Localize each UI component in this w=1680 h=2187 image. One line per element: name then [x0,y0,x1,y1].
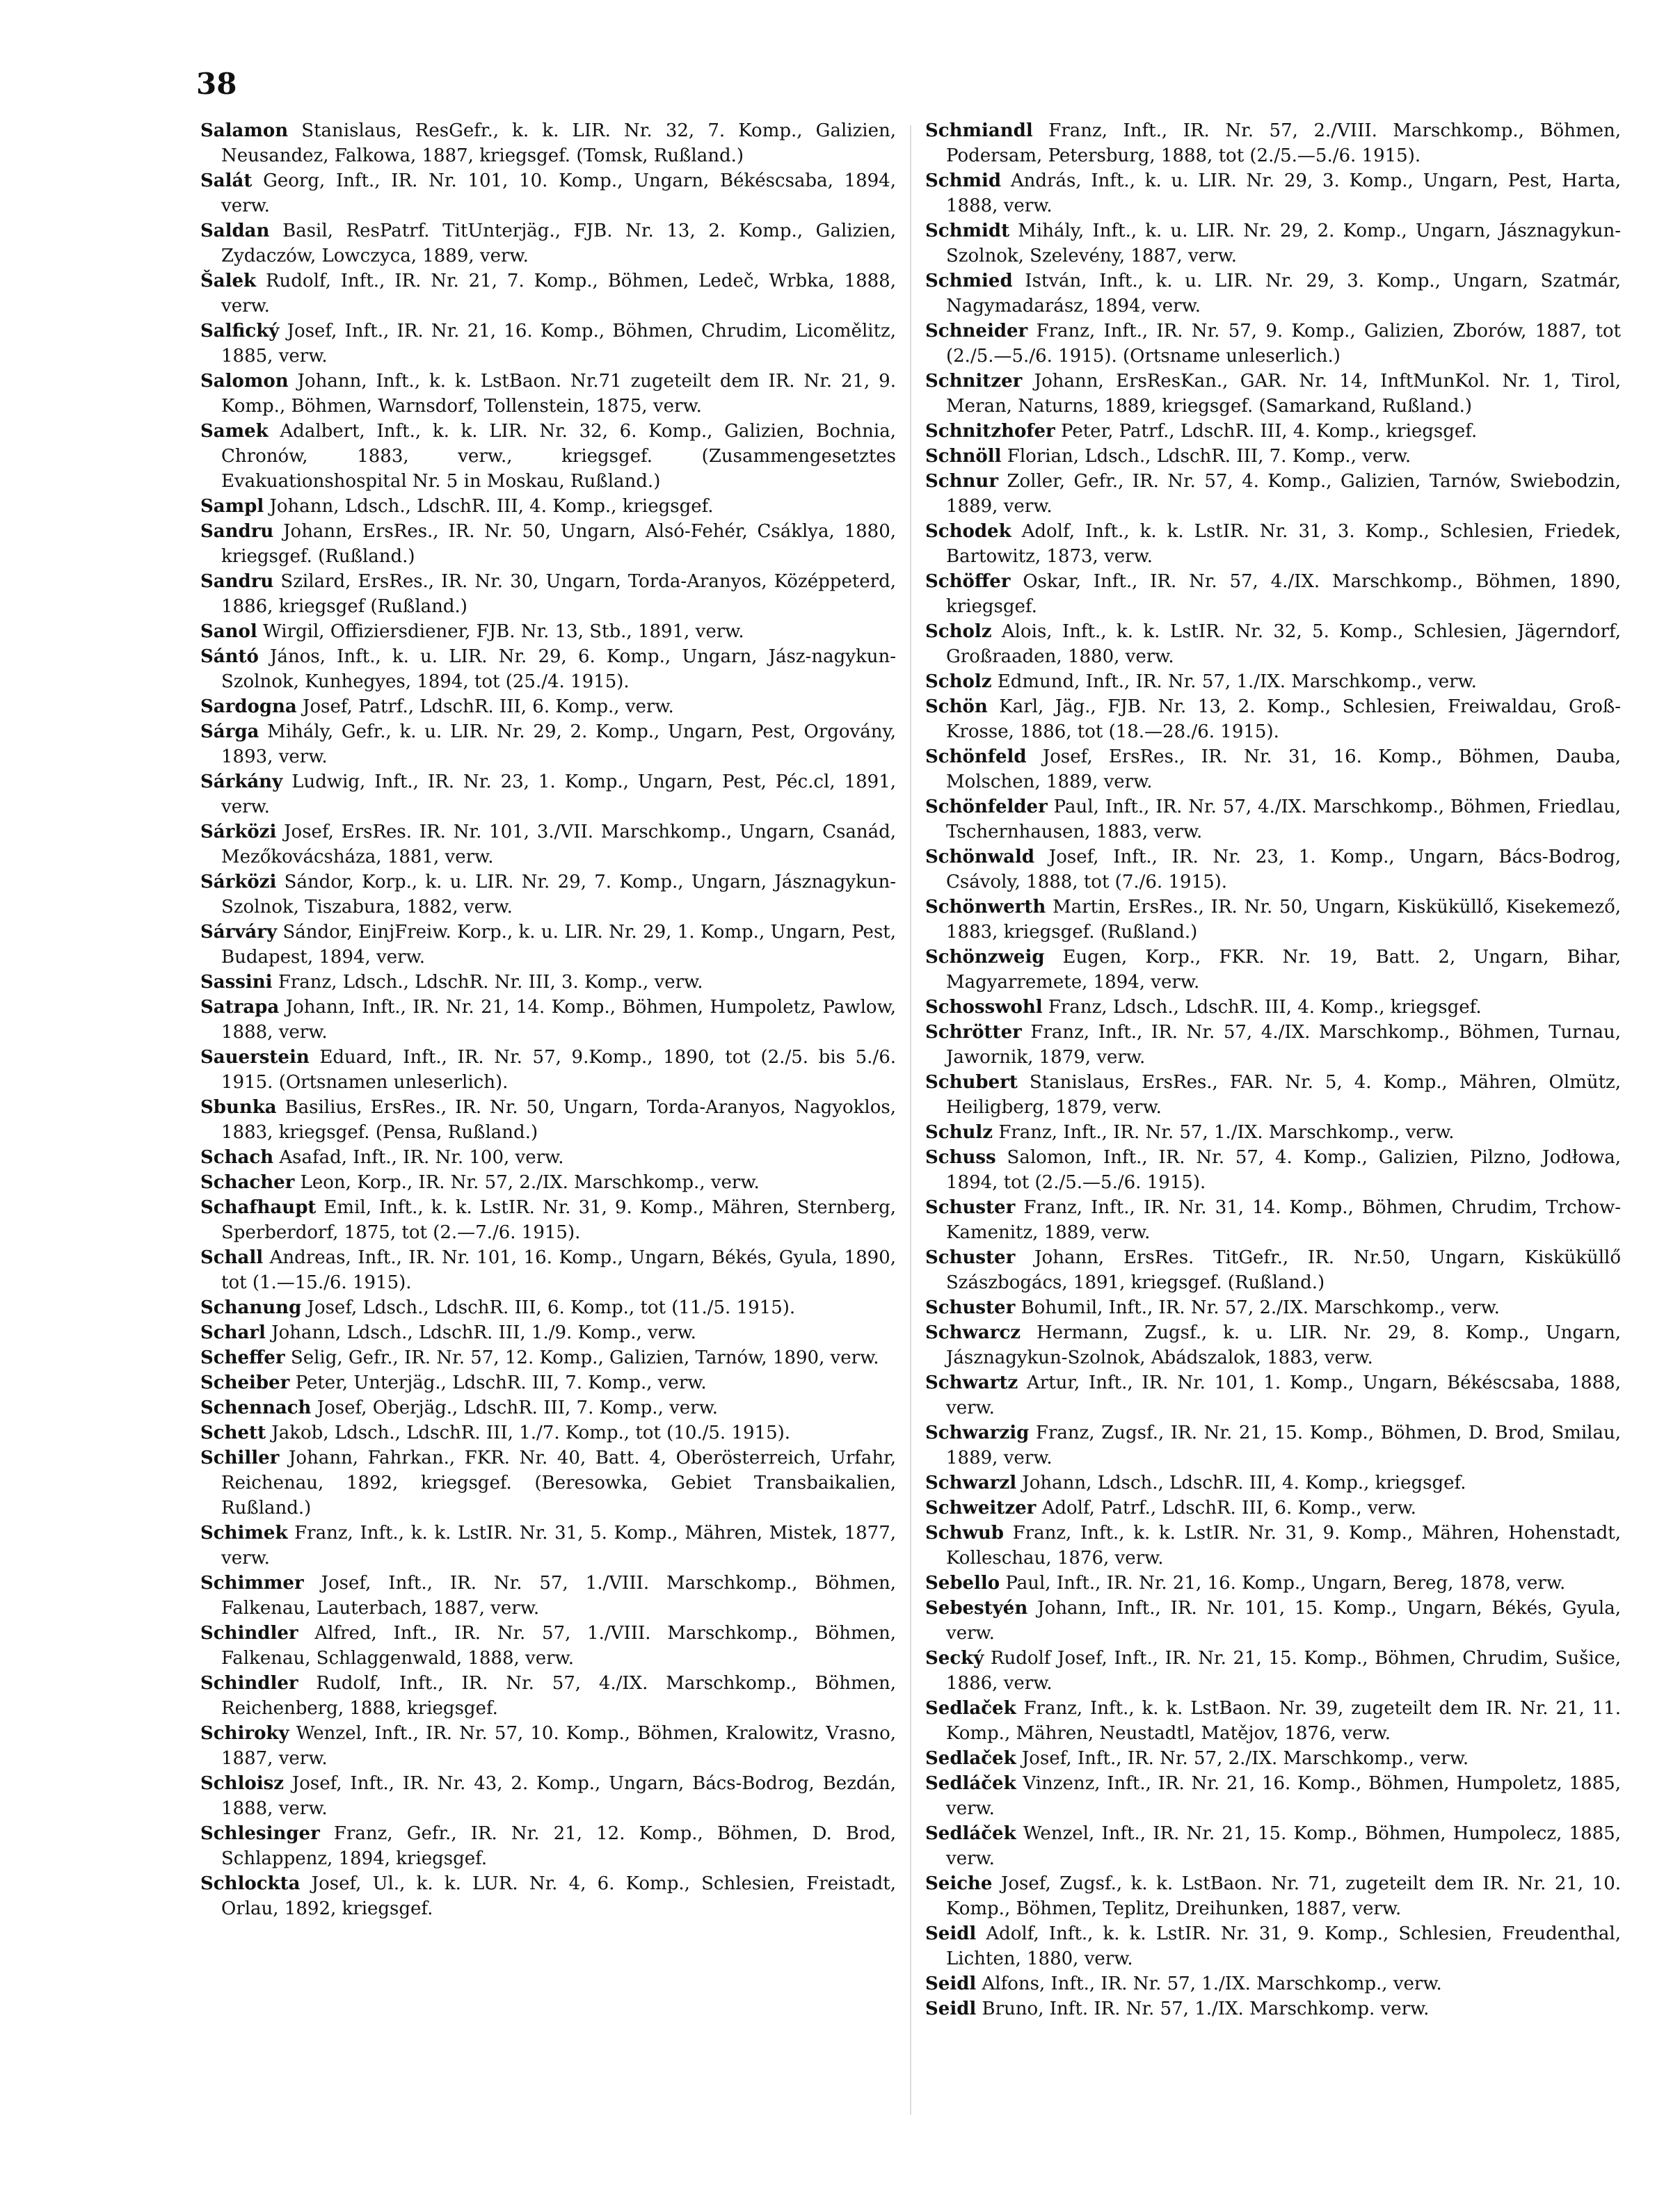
entry-details: Sándor, EinjFreiw. Korp., k. u. LIR. Nr. 29, 1. Komp., Ungarn, Pest, Budapest, 1894, verw. [221,922,896,968]
list-item [925,1646,1621,1696]
list-item [200,1345,896,1370]
entry-surname: Sardogna [200,696,297,717]
list-item [200,1445,896,1521]
list-item [200,218,896,269]
list-item [925,1871,1621,1921]
entry-details: Selig, Gefr., IR. Nr. 57, 12. Komp., Galizien, Tarnów, 1890, verw. [285,1347,879,1368]
entry-details: Josef, Patrf., LdschR. III, 6. Komp., verw. [296,696,674,717]
entry-surname: Sántó [200,646,259,667]
entry-surname: Seiche [925,1873,993,1894]
list-item [925,269,1621,319]
entry-surname: Schönzweig [925,947,1045,968]
list-item [925,168,1621,218]
entry-surname: Scharl [200,1322,266,1343]
entry-details: Josef, ErsRes. IR. Nr. 101, 3./VII. Marschkomp., Ungarn, Csanád, Mezőkovácsháza, 1881, verw. [221,822,896,867]
list-item [925,1120,1621,1145]
entry-surname: Sandru [200,521,274,542]
entry-surname: Sassini [200,972,273,993]
entry-surname: Schnöll [925,446,1002,467]
entry-surname: Sárközi [200,872,277,892]
entry-surname: Schuster [925,1197,1016,1218]
entry-details: Josef, Inft., IR. Nr. 23, 1. Komp., Ungarn, Bács-Bodrog, Csávoly, 1888, tot (7./6. 1915). [946,847,1621,892]
list-item [200,319,896,369]
entry-details: Franz, Inft., IR. Nr. 31, 14. Komp., Böhmen, Chrudim, Trchow-Kamenitz, 1889, verw. [946,1197,1621,1243]
entry-surname: Schindler [200,1673,298,1694]
entry-details: Edmund, Inft., IR. Nr. 57, 1./IX. Marschkomp., verw. [991,671,1477,692]
entry-details: Franz, Ldsch., LdschR. III, 4. Komp., kriegsgef. [1042,997,1482,1018]
entry-surname: Schmidt [925,221,1010,241]
entry-details: Franz, Inft., IR. Nr. 57, 4./IX. Marschkomp., Böhmen, Turnau, Jawornik, 1879, verw. [946,1022,1621,1068]
entry-details: Adolf, Inft., k. k. LstIR. Nr. 31, 3. Komp., Schlesien, Friedek, Bartowitz, 1873, verw. [946,521,1621,567]
entry-surname: Schlesinger [200,1823,320,1844]
entry-surname: Sedlaček [925,1748,1016,1769]
entry-surname: Schöffer [925,571,1011,592]
entry-details: András, Inft., k. u. LIR. Nr. 29, 3. Komp., Ungarn, Pest, Harta, 1888, verw. [946,170,1621,216]
list-item [925,1245,1621,1295]
entry-details: Mihály, Gefr., k. u. LIR. Nr. 29, 2. Komp., Ungarn, Pest, Orgovány, 1893, verw. [221,721,896,767]
list-item [200,769,896,819]
list-item [200,1571,896,1621]
entry-surname: Schuss [925,1147,996,1168]
entry-details: János, Inft., k. u. LIR. Nr. 29, 6. Komp., Ungarn, Jász-nagykun-Szolnok, Kunhegyes, 1894, tot (25./4. 1915). [221,646,896,692]
entry-surname: Sandru [200,571,274,592]
entry-surname: Schacher [200,1172,295,1193]
list-item [200,1671,896,1721]
entry-details: Josef, Inft., IR. Nr. 57, 2./IX. Marschkomp., verw. [1016,1748,1469,1769]
list-item [200,995,896,1045]
entry-surname: Salamon [200,120,289,141]
entry-surname: Schwub [925,1523,1004,1544]
list-item [200,1320,896,1345]
entry-surname: Salát [200,170,253,191]
entry-details: Vinzenz, Inft., IR. Nr. 21, 16. Komp., Böhmen, Humpoletz, 1885, verw. [946,1773,1621,1819]
entry-surname: Schmid [925,170,1002,191]
entry-details: Johann, ErsRes., IR. Nr. 50, Ungarn, Alsó-Fehér, Csáklya, 1880, kriegsgef. (Rußland.) [221,521,896,567]
list-item [200,1395,896,1420]
list-item [925,319,1621,369]
list-item [200,1420,896,1445]
list-item [200,519,896,569]
entry-details: Paul, Inft., IR. Nr. 21, 16. Komp., Ungarn, Bereg, 1878, verw. [1000,1573,1566,1594]
entry-surname: Schloisz [200,1773,285,1794]
entry-details: Josef, Zugsf., k. k. LstBaon. Nr. 71, zugeteilt dem IR. Nr. 21, 10. Komp., Böhmen, Teplitz, Dreihunken, 1887, verw. [946,1873,1621,1919]
list-item [925,1195,1621,1245]
list-item [200,719,896,769]
list-item [925,945,1621,995]
list-item [925,1295,1621,1320]
entry-details: Florian, Ldsch., LdschR. III, 7. Komp., verw. [1001,446,1411,467]
entry-surname: Schön [925,696,988,717]
entry-surname: Sbunka [200,1097,277,1118]
list-item [925,1921,1621,1971]
entry-details: Basilius, ErsRes., IR. Nr. 50, Ungarn, Torda-Aranyos, Nagyoklos, 1883, kriegsgef. (Pensa, Rußland.) [221,1097,896,1143]
entry-details: Wenzel, Inft., IR. Nr. 21, 15. Komp., Böhmen, Humpolecz, 1885, verw. [946,1823,1621,1869]
list-item [200,569,896,619]
entry-surname: Schmied [925,271,1013,291]
entry-surname: Schwarzl [925,1473,1017,1493]
left-column [200,118,896,1921]
entry-details: Johann, ErsRes. TitGefr., IR. Nr.50, Ungarn, Kisküküllő Szászbogács, 1891, kriegsgef. (Rußland.) [946,1247,1621,1293]
entry-surname: Schnur [925,471,999,492]
entry-surname: Schönwald [925,847,1035,867]
entry-surname: Schulz [925,1122,993,1143]
entry-details: Bruno, Inft. IR. Nr. 57, 1./IX. Marschkomp. verw. [976,1998,1430,2019]
list-item [925,694,1621,744]
entry-details: Zoller, Gefr., IR. Nr. 57, 4. Komp., Galizien, Tarnów, Swiebodzin, 1889, verw. [946,471,1621,517]
list-item [200,1370,896,1395]
entry-details: Rudolf Josef, Inft., IR. Nr. 21, 15. Komp., Böhmen, Chrudim, Sušice, 1886, verw. [946,1648,1621,1694]
entry-details: Eugen, Korp., FKR. Nr. 19, Batt. 2, Ungarn, Bihar, Magyarremete, 1894, verw. [946,947,1621,993]
entry-surname: Saldan [200,221,270,241]
list-item [925,1420,1621,1471]
list-item [200,694,896,719]
list-item [200,1521,896,1571]
list-item [925,1971,1621,1996]
entry-surname: Schuster [925,1297,1016,1318]
entry-surname: Sárközi [200,822,277,842]
list-item [200,1145,896,1170]
entry-details: Adolf, Patrf., LdschR. III, 6. Komp., verw. [1036,1498,1416,1519]
entry-details: Johann, Ldsch., LdschR. III, 1./9. Komp., verw. [265,1322,696,1343]
list-item [925,519,1621,569]
entry-details: Johann, Inft., k. k. LstBaon. Nr.71 zugeteilt dem IR. Nr. 21, 9. Komp., Böhmen, Warnsdorf, Tollenstein, 1875, verw. [221,371,896,417]
entry-details: Alfred, Inft., IR. Nr. 57, 1./VIII. Marschkomp., Böhmen, Falkenau, Schlaggenwald, 1888, verw. [221,1623,896,1669]
entry-details: Franz, Inft., k. k. LstIR. Nr. 31, 5. Komp., Mähren, Mistek, 1877, verw. [221,1523,896,1569]
entry-details: Martin, ErsRes., IR. Nr. 50, Ungarn, Kisküküllő, Kisekemező, 1883, kriegsgef. (Rußland.) [946,897,1621,943]
list-item [925,1320,1621,1370]
entry-surname: Schrötter [925,1022,1022,1043]
entry-details: Josef, ErsRes., IR. Nr. 31, 16. Komp., Böhmen, Dauba, Molschen, 1889, verw. [946,746,1621,792]
entry-details: István, Inft., k. u. LIR. Nr. 29, 3. Komp., Ungarn, Szatmár, Nagymadarász, 1894, verw. [946,271,1621,317]
entry-details: Georg, Inft., IR. Nr. 101, 10. Komp., Ungarn, Békéscsaba, 1894, verw. [221,170,896,216]
entry-surname: Schett [200,1423,266,1443]
entry-surname: Scholz [925,621,992,642]
list-item [925,1996,1621,2021]
entry-details: Franz, Ldsch., LdschR. Nr. III, 3. Komp., verw. [272,972,703,993]
entry-details: Franz, Inft., k. k. LstIR. Nr. 31, 9. Komp., Mähren, Hohenstadt, Kolleschau, 1876, verw. [946,1523,1621,1569]
entry-surname: Sárga [200,721,259,742]
list-item [200,369,896,419]
entry-details: Josef, Inft., IR. Nr. 21, 16. Komp., Böhmen, Chrudim, Licomělitz, 1885, verw. [221,321,896,367]
entry-surname: Schindler [200,1623,298,1644]
entry-details: Franz, Inft., IR. Nr. 57, 1./IX. Marschkomp., verw. [993,1122,1455,1143]
list-item [200,1095,896,1145]
entry-surname: Scheffer [200,1347,285,1368]
list-item [925,444,1621,469]
list-item [200,419,896,494]
list-item [200,819,896,870]
entry-details: Sándor, Korp., k. u. LIR. Nr. 29, 7. Komp., Ungarn, Jásznagykun-Szolnok, Tiszabura, 1882, verw. [221,872,896,918]
entry-details: Johann, Inft., IR. Nr. 101, 15. Komp., Ungarn, Békés, Gyula, verw. [946,1598,1621,1644]
list-item [200,1871,896,1921]
entry-details: Ludwig, Inft., IR. Nr. 23, 1. Komp., Ungarn, Pest, Péc.cl, 1891, verw. [221,771,896,817]
list-item [925,1370,1621,1420]
entry-surname: Schönwerth [925,897,1046,918]
entry-details: Johann, ErsResKan., GAR. Nr. 14, InftMunKol. Nr. 1, Tirol, Meran, Naturns, 1889, kriegsgef. (Samarkand, Rußland.) [946,371,1621,417]
entry-details: Szilard, ErsRes., IR. Nr. 30, Ungarn, Torda-Aranyos, Középpeterd, 1886, kriegsgef (Rußland.) [221,571,896,617]
list-item [925,569,1621,619]
list-item [200,619,896,644]
entry-details: Basil, ResPatrf. TitUnterjäg., FJB. Nr. 13, 2. Komp., Galizien, Zydaczów, Lowczyca, 1889, verw. [221,221,896,266]
entry-surname: Sampl [200,496,264,517]
entry-details: Johann, Inft., IR. Nr. 21, 14. Komp., Böhmen, Humpoletz, Pawlow, 1888, verw. [221,997,896,1043]
entry-details: Bohumil, Inft., IR. Nr. 57, 2./IX. Marschkomp., verw. [1015,1297,1500,1318]
entry-surname: Salfický [200,321,280,342]
entry-details: Johann, Fahrkan., FKR. Nr. 40, Batt. 4, Oberösterreich, Urfahr, Reichenau, 1892, kriegsgef. (Beresowka, Gebiet Transbaikalien, Rußland.) [221,1448,896,1519]
entry-surname: Schodek [925,521,1011,542]
entry-surname: Schwarzig [925,1423,1030,1443]
list-item [200,970,896,995]
entry-details: Adolf, Inft., k. k. LstIR. Nr. 31, 9. Komp., Schlesien, Freudenthal, Lichten, 1880, verw. [946,1923,1621,1969]
entry-details: Franz, Inft., k. k. LstBaon. Nr. 39, zugeteilt dem IR. Nr. 21, 11. Komp., Mähren, Neustadtl, Matějov, 1876, verw. [946,1698,1621,1744]
entry-details: Paul, Inft., IR. Nr. 57, 4./IX. Marschkomp., Böhmen, Friedlau, Tschernhausen, 1883, verw. [946,796,1621,842]
entry-details: Johann, Ldsch., LdschR. III, 4. Komp., kriegsgef. [264,496,714,517]
list-item [200,920,896,970]
list-item [200,118,896,168]
entry-surname: Schnitzer [925,371,1023,392]
entry-details: Josef, Inft., IR. Nr. 57, 1./VIII. Marschkomp., Böhmen, Falkenau, Lauterbach, 1887, verw. [221,1573,896,1619]
list-item [200,1721,896,1771]
entry-surname: Salomon [200,371,289,392]
entry-details: Franz, Gefr., IR. Nr. 21, 12. Komp., Böhmen, D. Brod, Schlappenz, 1894, kriegsgef. [221,1823,896,1869]
entry-surname: Schennach [200,1397,312,1418]
list-item [200,1771,896,1821]
entry-details: Franz, Inft., IR. Nr. 57, 9. Komp., Galizien, Zborów, 1887, tot (2./5.—5./6. 1915). (Ortsname unleserlich.) [946,321,1621,367]
entry-surname: Secký [925,1648,984,1669]
entry-surname: Schall [200,1247,264,1268]
entry-surname: Sárváry [200,922,278,943]
right-column [925,118,1621,2021]
entry-surname: Sebestyén [925,1598,1028,1619]
entry-surname: Schlockta [200,1873,301,1894]
entry-details: Peter, Patrf., LdschR. III, 4. Komp., kriegsgef. [1055,421,1478,442]
list-item [200,1245,896,1295]
list-item [925,794,1621,844]
list-item [925,1571,1621,1596]
entry-surname: Schiller [200,1448,280,1468]
entry-details: Leon, Korp., IR. Nr. 57, 2./IX. Marschkomp., verw. [294,1172,760,1193]
list-item [925,118,1621,168]
entry-details: Josef, Oberjäg., LdschR. III, 7. Komp., verw. [311,1397,719,1418]
entry-surname: Schach [200,1147,274,1168]
list-item [925,1746,1621,1771]
page-number: 38 [196,67,237,101]
list-item [200,168,896,218]
list-item [925,744,1621,794]
list-item [925,619,1621,669]
list-item [925,1771,1621,1821]
entry-surname: Scheiber [200,1372,290,1393]
entry-surname: Schuster [925,1247,1016,1268]
list-item [925,1596,1621,1646]
entry-details: Andreas, Inft., IR. Nr. 101, 16. Komp., Ungarn, Békés, Gyula, 1890, tot (1.—15./6. 1915). [221,1247,896,1293]
entry-details: Alfons, Inft., IR. Nr. 57, 1./IX. Marschkomp., verw. [976,1973,1442,1994]
list-item [200,1195,896,1245]
entry-surname: Šalek [200,271,257,291]
list-item [925,1145,1621,1195]
list-item [925,1496,1621,1521]
entry-surname: Schubert [925,1072,1018,1093]
list-item [200,1170,896,1195]
entry-details: Artur, Inft., IR. Nr. 101, 1. Komp., Ungarn, Békéscsaba, 1888, verw. [946,1372,1621,1418]
list-item [925,419,1621,444]
entry-surname: Seidl [925,1998,977,2019]
entry-details: Alois, Inft., k. k. LstIR. Nr. 32, 5. Komp., Schlesien, Jägerndorf, Großraaden, 1880, verw. [946,621,1621,667]
entry-details: Wenzel, Inft., IR. Nr. 57, 10. Komp., Böhmen, Kralowitz, Vrasno, 1887, verw. [221,1723,896,1769]
list-item [200,1295,896,1320]
entry-surname: Sedlaček [925,1698,1016,1719]
entry-surname: Schnitzhofer [925,421,1055,442]
list-item [925,844,1621,895]
entry-surname: Sedláček [925,1773,1016,1794]
entry-details: Stanislaus, ErsRes., FAR. Nr. 5, 4. Komp., Mähren, Olmütz, Heiligberg, 1879, verw. [946,1072,1621,1118]
entry-surname: Schafhaupt [200,1197,317,1218]
entry-details: Rudolf, Inft., IR. Nr. 57, 4./IX. Marschkomp., Böhmen, Reichenberg, 1888, kriegsgef. [221,1673,896,1719]
entry-surname: Schwartz [925,1372,1018,1393]
entry-details: Stanislaus, ResGefr., k. k. LIR. Nr. 32, 7. Komp., Galizien, Neusandez, Falkowa, 1887, kriegsgef. (Tomsk, Rußland.) [221,120,896,166]
entry-details: Emil, Inft., k. k. LstIR. Nr. 31, 9. Komp., Mähren, Sternberg, Sperberdorf, 1875, tot (2.—7./6. 1915). [221,1197,896,1243]
entry-surname: Sebello [925,1573,1000,1594]
list-item [925,1471,1621,1496]
list-item [200,1821,896,1871]
list-item [200,494,896,519]
list-item [925,1070,1621,1120]
entry-surname: Schosswohl [925,997,1043,1018]
entry-details: Asafad, Inft., IR. Nr. 100, verw. [273,1147,564,1168]
entry-surname: Sedláček [925,1823,1016,1844]
list-item [925,1521,1621,1571]
entry-details: Peter, Unterjäg., LdschR. III, 7. Komp., verw. [289,1372,707,1393]
list-item [925,469,1621,519]
list-item [925,1696,1621,1746]
entry-surname: Schweitzer [925,1498,1037,1519]
list-item [925,895,1621,945]
entry-details: Rudolf, Inft., IR. Nr. 21, 7. Komp., Böhmen, Ledeč, Wrbka, 1888, verw. [221,271,896,317]
entry-details: Adalbert, Inft., k. k. LIR. Nr. 32, 6. Komp., Galizien, Bochnia, Chronów, 1883, verw., kriegsgef. (Zusammengesetztes Evakuationshospital Nr. 5 in Moskau, Rußland.) [221,421,896,492]
entry-surname: Schimmer [200,1573,304,1594]
list-item [925,218,1621,269]
entry-surname: Schmiandl [925,120,1033,141]
entry-details: Jakob, Ldsch., LdschR. III, 1./7. Komp., tot (10./5. 1915). [266,1423,791,1443]
entry-details: Franz, Zugsf., IR. Nr. 21, 15. Komp., Böhmen, D. Brod, Smilau, 1889, verw. [946,1423,1621,1468]
entry-details: Eduard, Inft., IR. Nr. 57, 9.Komp., 1890, tot (2./5. bis 5./6. 1915. (Ortsnamen unleserlich). [221,1047,896,1093]
entry-surname: Schönfeld [925,746,1027,767]
list-item [925,1020,1621,1070]
column-divider [910,125,911,2115]
entry-details: Josef, Ul., k. k. LUR. Nr. 4, 6. Komp., Schlesien, Freistadt, Orlau, 1892, kriegsgef. [221,1873,896,1919]
list-item [925,369,1621,419]
entry-surname: Sárkány [200,771,283,792]
entry-surname: Sauerstein [200,1047,310,1068]
entry-surname: Schanung [200,1297,302,1318]
entry-surname: Sanol [200,621,257,642]
entry-surname: Schönfelder [925,796,1048,817]
entry-surname: Schimek [200,1523,288,1544]
entry-details: Johann, Ldsch., LdschR. III, 4. Komp., kriegsgef. [1016,1473,1466,1493]
entry-surname: Seidl [925,1973,977,1994]
list-item [200,1621,896,1671]
list-item [925,1821,1621,1871]
entry-details: Karl, Jäg., FJB. Nr. 13, 2. Komp., Schlesien, Freiwaldau, Groß-Krosse, 1886, tot (18.—28./6. 1915). [946,696,1621,742]
entry-surname: Scholz [925,671,992,692]
entry-details: Salomon, Inft., IR. Nr. 57, 4. Komp., Galizien, Pilzno, Jodłowa, 1894, tot (2./5.—5./6. 1915). [946,1147,1621,1193]
entry-details: Franz, Inft., IR. Nr. 57, 2./VIII. Marschkomp., Böhmen, Podersam, Petersburg, 1888, tot (2./5.—5./6. 1915). [946,120,1621,166]
entry-surname: Satrapa [200,997,280,1018]
list-item [925,995,1621,1020]
entry-details: Josef, Ldsch., LdschR. III, 6. Komp., tot (11./5. 1915). [301,1297,796,1318]
entry-surname: Schwarcz [925,1322,1021,1343]
list-item [925,669,1621,694]
entry-details: Mihály, Inft., k. u. LIR. Nr. 29, 2. Komp., Ungarn, Jásznagykun-Szolnok, Szelevény, 1887, verw. [946,221,1621,266]
list-item [200,870,896,920]
entry-details: Wirgil, Offiziersdiener, FJB. Nr. 13, Stb., 1891, verw. [257,621,744,642]
entry-details: Oskar, Inft., IR. Nr. 57, 4./IX. Marschkomp., Böhmen, 1890, kriegsgef. [946,571,1621,617]
entry-surname: Seidl [925,1923,977,1944]
entry-surname: Schiroky [200,1723,289,1744]
list-item [200,644,896,694]
entry-details: Josef, Inft., IR. Nr. 43, 2. Komp., Ungarn, Bács-Bodrog, Bezdán, 1888, verw. [221,1773,896,1819]
list-item [200,1045,896,1095]
list-item [200,269,896,319]
entry-surname: Schneider [925,321,1028,342]
entry-surname: Samek [200,421,269,442]
entry-details: Hermann, Zugsf., k. u. LIR. Nr. 29, 8. Komp., Ungarn, Jásznagykun-Szolnok, Abádszalok, 1883, verw. [946,1322,1621,1368]
